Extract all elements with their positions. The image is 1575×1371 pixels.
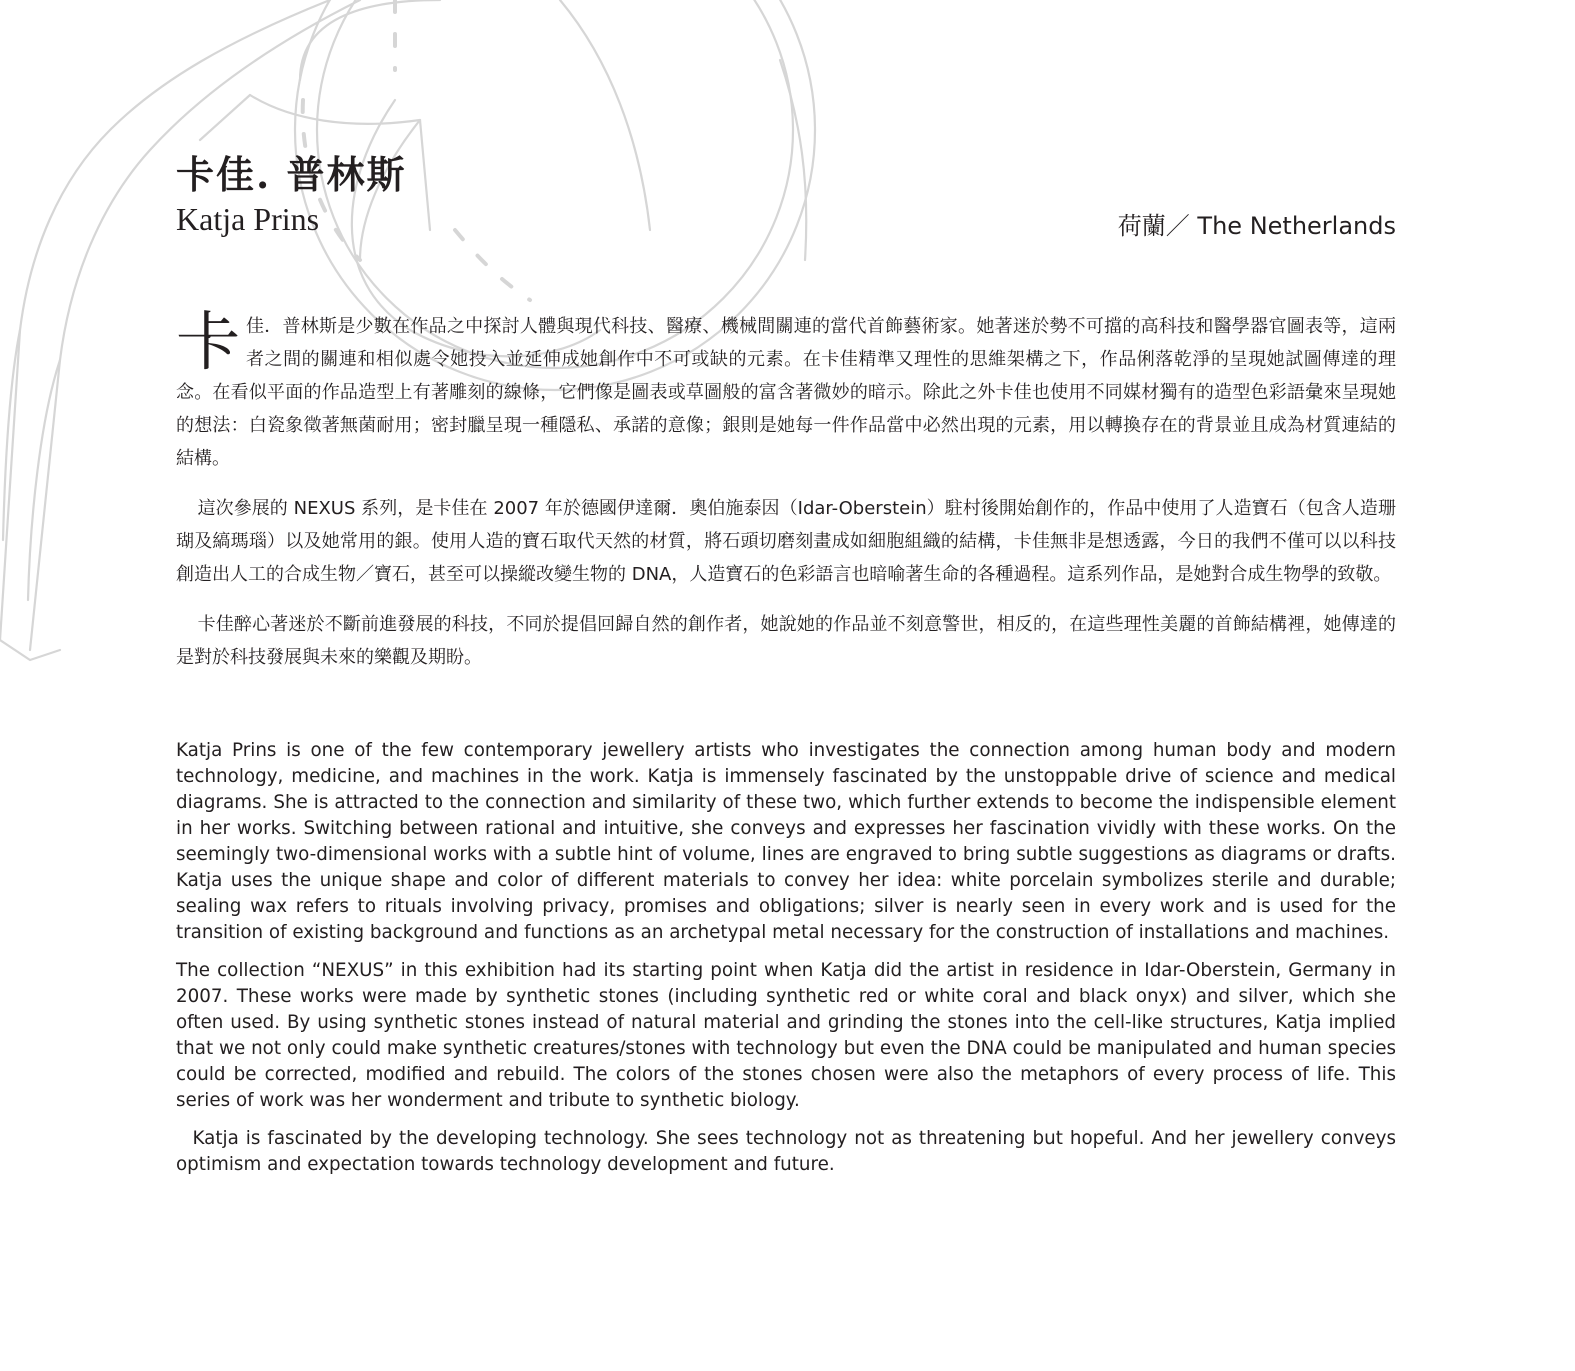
artist-country: 荷蘭／ The Netherlands — [1117, 212, 1396, 240]
chinese-paragraph-1-text: 佳．普林斯是少數在作品之中探討人體與現代科技、醫療、機械間關連的當代首飾藝術家。她著迷於勢不可擋的高科技和醫學器官圖表等，這兩者之間的關連和相似處令她投入並延伸成她創作中不可或缺的元素。在卡佳精準又理性的思維架構之下，作品俐落乾淨的呈現她試圖傳達的理念。在看似平面的作品造型上有著雕刻的線條，它們像是圖表或草圖般的富含著微妙的暗示。除此之外卡佳也使用不同媒材獨有的造型色彩語彙來呈現她的想法：白瓷象徵著無菌耐用；密封臘呈現一種隱私、承諾的意像；銀則是她每一件作品當中必然出現的元素，用以轉換存在的背景並且成為材質連結的結構。 — [176, 316, 1396, 469]
artist-name-english: Katja Prins — [176, 201, 320, 237]
chinese-paragraph-2: 這次參展的 NEXUS 系列，是卡佳在 2007 年於德國伊達爾．奧伯施泰因（Idar-Oberstein）駐村後開始創作的，作品中使用了人造寶石（包含人造珊瑚及縞瑪瑙）以及她常用的銀。使用人造的寶石取代天然的材質，將石頭切磨刻畫成如細胞組織的結構，卡佳無非是想透露，今日的我們不僅可以以科技創造出人工的合成生物／寶石，甚至可以操縱改變生物的 DNA，人造寶石的色彩語言也暗喻著生命的各種過程。這系列作品，是她對合成生物學的致敬。 — [176, 498, 1396, 585]
drop-cap: 卡 — [176, 306, 240, 380]
artist-name-chinese: 卡佳. 普林斯 — [176, 152, 407, 197]
english-paragraph-3: Katja is fascinated by the developing technology. She sees technology not as threatening but hopeful. And her jewellery conveys optimism and expectation towards technology development and future. — [176, 1128, 1396, 1175]
english-text-section — [176, 738, 1396, 1190]
chinese-paragraph-3: 卡佳醉心著迷於不斷前進發展的科技，不同於提倡回歸自然的創作者，她說她的作品並不刻意警世，相反的，在這些理性美麗的首飾結構裡，她傳達的是對於科技發展與未來的樂觀及期盼。 — [176, 614, 1396, 668]
chinese-paragraph-1 — [176, 306, 1396, 475]
english-paragraph-1: Katja Prins is one of the few contemporary jewellery artists who investigates the connection among human body and modern technology, medicine, and machines in the work. Katja is immensely fascinated by the unstoppable drive of science and medical diagrams. She is attracted to the connection and similarity of these two, which further extends to become the indispensible element in her works. Switching between rational and intuitive, she conveys and expresses her fascination vividly with these works. On the seemingly two-dimensional works with a subtle hint of volume, lines are engraved to bring subtle suggestions as diagrams or drafts. Katja uses the unique shape and color of different materials to convey her idea: white porcelain symbolizes sterile and durable; sealing wax refers to rituals involving privacy, promises and obligations; silver is nearly seen in every work and is used for the transition of existing background and functions as an archetypal metal necessary for the construction of installations and machines. — [176, 740, 1396, 943]
english-paragraph-2: The collection “NEXUS” in this exhibition had its starting point when Katja did the artist in residence in Idar-Oberstein, Germany in 2007. These works were made by synthetic stones (including synthetic red or white coral and black onyx) and silver, which she often used. By using synthetic stones instead of natural material and grinding the stones into the cell-like structures, Katja implied that we not only could make synthetic creatures/stones with technology but even the DNA could be manipulated and human species could be corrected, modified and rebuild. The colors of the stones chosen were also the metaphors of every process of life. This series of work was her wonderment and tribute to synthetic biology. — [176, 960, 1396, 1111]
chinese-text-section — [176, 306, 1396, 691]
